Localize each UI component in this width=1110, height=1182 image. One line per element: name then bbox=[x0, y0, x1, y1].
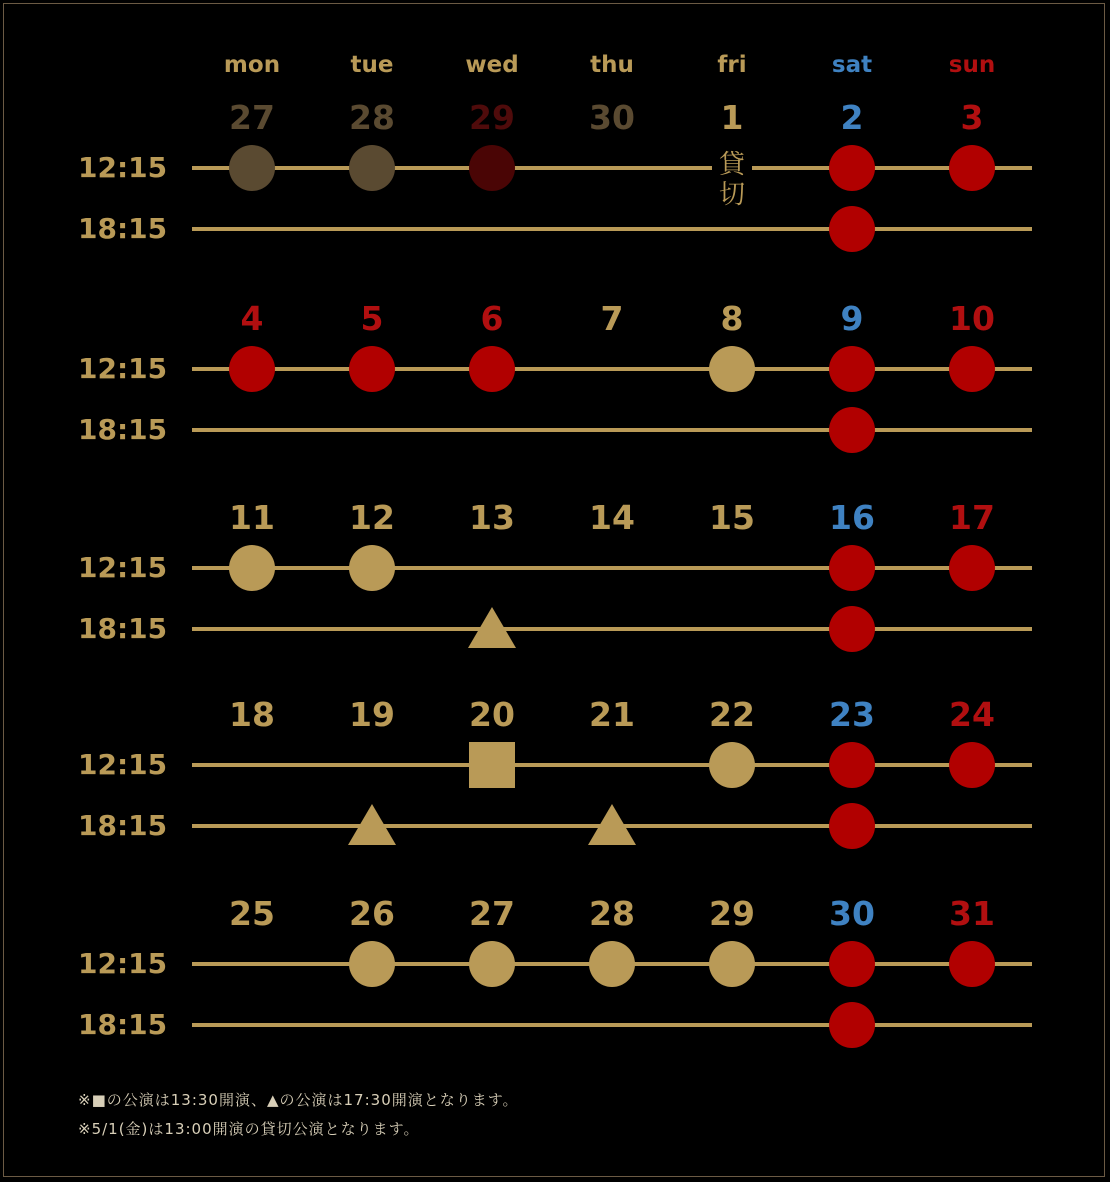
charter-label: 貸 切 bbox=[712, 148, 752, 212]
time-slot-line bbox=[192, 763, 1032, 767]
day-of-week-wed: wed bbox=[465, 52, 519, 78]
date-label: 6 bbox=[480, 299, 504, 338]
time-slot-label: 18:15 bbox=[78, 413, 168, 446]
date-label: 28 bbox=[349, 98, 395, 137]
performance-circle-red[interactable] bbox=[829, 145, 875, 191]
date-label: 5 bbox=[360, 299, 384, 338]
performance-circle-red[interactable] bbox=[949, 545, 995, 591]
time-slot-label: 18:15 bbox=[78, 212, 168, 245]
day-of-week-thu: thu bbox=[590, 52, 634, 78]
date-label: 18 bbox=[229, 695, 275, 734]
time-slot-label: 12:15 bbox=[78, 748, 168, 781]
time-slot-label: 12:15 bbox=[78, 151, 168, 184]
date-label: 4 bbox=[240, 299, 264, 338]
date-label: 23 bbox=[829, 695, 875, 734]
performance-circle-red[interactable] bbox=[949, 346, 995, 392]
footnote: ※■の公演は13:30開演、▲の公演は17:30開演となります。 bbox=[78, 1091, 519, 1109]
performance-circle-red[interactable] bbox=[349, 346, 395, 392]
day-of-week-sun: sun bbox=[948, 52, 996, 78]
performance-circle-red[interactable] bbox=[829, 742, 875, 788]
date-label: 30 bbox=[589, 98, 635, 137]
date-label: 2 bbox=[840, 98, 864, 137]
time-slot-label: 12:15 bbox=[78, 352, 168, 385]
performance-triangle-marker[interactable] bbox=[588, 804, 636, 845]
date-label: 25 bbox=[229, 894, 275, 933]
performance-circle-red[interactable] bbox=[829, 346, 875, 392]
performance-circle-red[interactable] bbox=[469, 346, 515, 392]
time-slot-label: 12:15 bbox=[78, 947, 168, 980]
performance-circle-red[interactable] bbox=[829, 1002, 875, 1048]
date-label: 10 bbox=[949, 299, 995, 338]
date-label: 14 bbox=[589, 498, 635, 537]
performance-circle-past bbox=[349, 145, 395, 191]
time-slot-label: 18:15 bbox=[78, 809, 168, 842]
calendar-frame bbox=[3, 3, 1105, 1177]
time-slot-line bbox=[192, 1023, 1032, 1027]
performance-circle-red[interactable] bbox=[949, 145, 995, 191]
performance-circle-past-red bbox=[469, 145, 515, 191]
performance-circle-red[interactable] bbox=[229, 346, 275, 392]
performance-triangle-marker[interactable] bbox=[348, 804, 396, 845]
performance-circle-past bbox=[229, 145, 275, 191]
time-slot-label: 18:15 bbox=[78, 1008, 168, 1041]
date-label: 13 bbox=[469, 498, 515, 537]
date-label: 29 bbox=[709, 894, 755, 933]
performance-circle-red[interactable] bbox=[949, 742, 995, 788]
date-label: 15 bbox=[709, 498, 755, 537]
performance-circle-gold[interactable] bbox=[709, 742, 755, 788]
date-label: 12 bbox=[349, 498, 395, 537]
date-label: 24 bbox=[949, 695, 995, 734]
day-of-week-sat: sat bbox=[831, 52, 873, 78]
date-label: 27 bbox=[229, 98, 275, 137]
performance-triangle-marker[interactable] bbox=[468, 607, 516, 648]
date-label: 17 bbox=[949, 498, 995, 537]
date-label: 9 bbox=[840, 299, 864, 338]
performance-circle-red[interactable] bbox=[829, 606, 875, 652]
performance-circle-gold[interactable] bbox=[709, 346, 755, 392]
performance-circle-gold[interactable] bbox=[349, 545, 395, 591]
performance-circle-red[interactable] bbox=[829, 407, 875, 453]
time-slot-label: 18:15 bbox=[78, 612, 168, 645]
date-label: 29 bbox=[469, 98, 515, 137]
performance-circle-gold[interactable] bbox=[589, 941, 635, 987]
performance-circle-gold[interactable] bbox=[469, 941, 515, 987]
performance-circle-gold[interactable] bbox=[229, 545, 275, 591]
date-label: 28 bbox=[589, 894, 635, 933]
date-label: 26 bbox=[349, 894, 395, 933]
time-slot-line bbox=[192, 627, 1032, 631]
performance-square-marker[interactable] bbox=[469, 742, 515, 788]
performance-circle-red[interactable] bbox=[949, 941, 995, 987]
date-label: 1 bbox=[720, 98, 744, 137]
date-label: 31 bbox=[949, 894, 995, 933]
day-of-week-mon: mon bbox=[223, 52, 281, 78]
date-label: 7 bbox=[600, 299, 624, 338]
performance-circle-red[interactable] bbox=[829, 803, 875, 849]
time-slot-line bbox=[192, 166, 1032, 170]
date-label: 11 bbox=[229, 498, 275, 537]
day-of-week-tue: tue bbox=[350, 52, 394, 78]
performance-circle-gold[interactable] bbox=[349, 941, 395, 987]
date-label: 20 bbox=[469, 695, 515, 734]
performance-circle-red[interactable] bbox=[829, 206, 875, 252]
performance-circle-red[interactable] bbox=[829, 545, 875, 591]
time-slot-line bbox=[192, 367, 1032, 371]
date-label: 30 bbox=[829, 894, 875, 933]
time-slot-line bbox=[192, 428, 1032, 432]
time-slot-line bbox=[192, 227, 1032, 231]
date-label: 27 bbox=[469, 894, 515, 933]
performance-circle-red[interactable] bbox=[829, 941, 875, 987]
date-label: 21 bbox=[589, 695, 635, 734]
time-slot-line bbox=[192, 566, 1032, 570]
performance-circle-gold[interactable] bbox=[709, 941, 755, 987]
date-label: 3 bbox=[960, 98, 984, 137]
date-label: 16 bbox=[829, 498, 875, 537]
date-label: 19 bbox=[349, 695, 395, 734]
footnote: ※5/1(金)は13:00開演の貸切公演となります。 bbox=[78, 1120, 420, 1138]
time-slot-label: 12:15 bbox=[78, 551, 168, 584]
date-label: 8 bbox=[720, 299, 744, 338]
date-label: 22 bbox=[709, 695, 755, 734]
day-of-week-fri: fri bbox=[717, 52, 747, 78]
